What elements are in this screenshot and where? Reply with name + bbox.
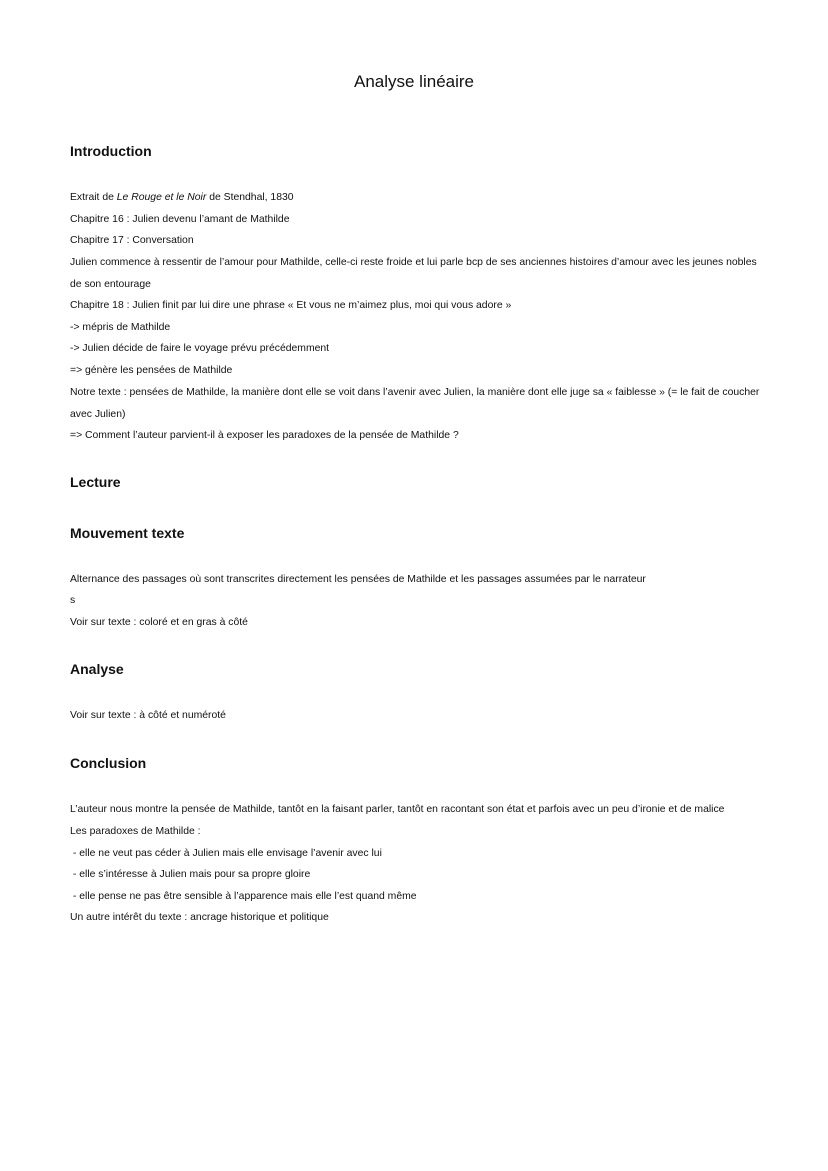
intro-source-work: Le Rouge et le Noir xyxy=(116,192,207,203)
conclusion-bullet: - elle pense ne pas être sensible à l’apparence mais elle l’est quand même xyxy=(70,891,417,902)
analyse-line: Voir sur texte : à côté et numéroté xyxy=(70,710,226,721)
heading-conclusion: Conclusion xyxy=(70,755,147,771)
conclusion-line: Un autre intérêt du texte : ancrage historique et politique xyxy=(70,912,329,923)
intro-line: Julien commence à ressentir de l’amour pour Mathilde, celle-ci reste froide et lui parle bcp de ses anciennes histoires d’amour avec les jeunes nobles de son entourage xyxy=(70,257,757,290)
intro-line: -> mépris de Mathilde xyxy=(70,322,171,333)
intro-line: -> Julien décide de faire le voyage prévu précédemment xyxy=(70,343,330,354)
intro-source-prefix: Extrait de xyxy=(70,192,117,203)
heading-analyse: Analyse xyxy=(70,661,124,677)
conclusion-bullet: - elle ne veut pas céder à Julien mais elle envisage l’avenir avec lui xyxy=(70,848,382,859)
intro-line: Chapitre 18 : Julien finit par lui dire une phrase « Et vous ne m’aimez plus, moi qui vous adore » xyxy=(70,300,512,311)
intro-line-source xyxy=(70,191,770,205)
mouvement-line: Alternance des passages où sont transcrites directement les pensées de Mathilde et les passages assumées par le narrateur xyxy=(70,574,646,585)
conclusion-line: L’auteur nous montre la pensée de Mathilde, tantôt en la faisant parler, tantôt en racontant son état et parfois avec un peu d’ironie et de malice xyxy=(70,804,725,815)
heading-lecture: Lecture xyxy=(70,474,121,490)
heading-mouvement-texte: Mouvement texte xyxy=(70,525,185,541)
conclusion-line: Les paradoxes de Mathilde : xyxy=(70,826,201,837)
intro-line: Chapitre 17 : Conversation xyxy=(70,235,194,246)
intro-line: Notre texte : pensées de Mathilde, la manière dont elle se voit dans l’avenir avec Julien, la manière dont elle juge sa « faiblesse » (= le fait de coucher avec Julien) xyxy=(70,387,760,420)
conclusion-bullet: - elle s’intéresse à Julien mais pour sa propre gloire xyxy=(70,869,311,880)
mouvement-line: s xyxy=(70,595,76,606)
heading-introduction: Introduction xyxy=(70,143,152,159)
intro-line: Chapitre 16 : Julien devenu l’amant de Mathilde xyxy=(70,214,290,225)
intro-line: => génère les pensées de Mathilde xyxy=(70,365,233,376)
mouvement-line: Voir sur texte : coloré et en gras à côté xyxy=(70,617,248,628)
intro-question: => Comment l’auteur parvient-il à exposer les paradoxes de la pensée de Mathilde ? xyxy=(70,430,459,441)
document-title: Analyse linéaire xyxy=(353,72,474,91)
intro-source-suffix: de Stendhal, 1830 xyxy=(206,192,294,203)
